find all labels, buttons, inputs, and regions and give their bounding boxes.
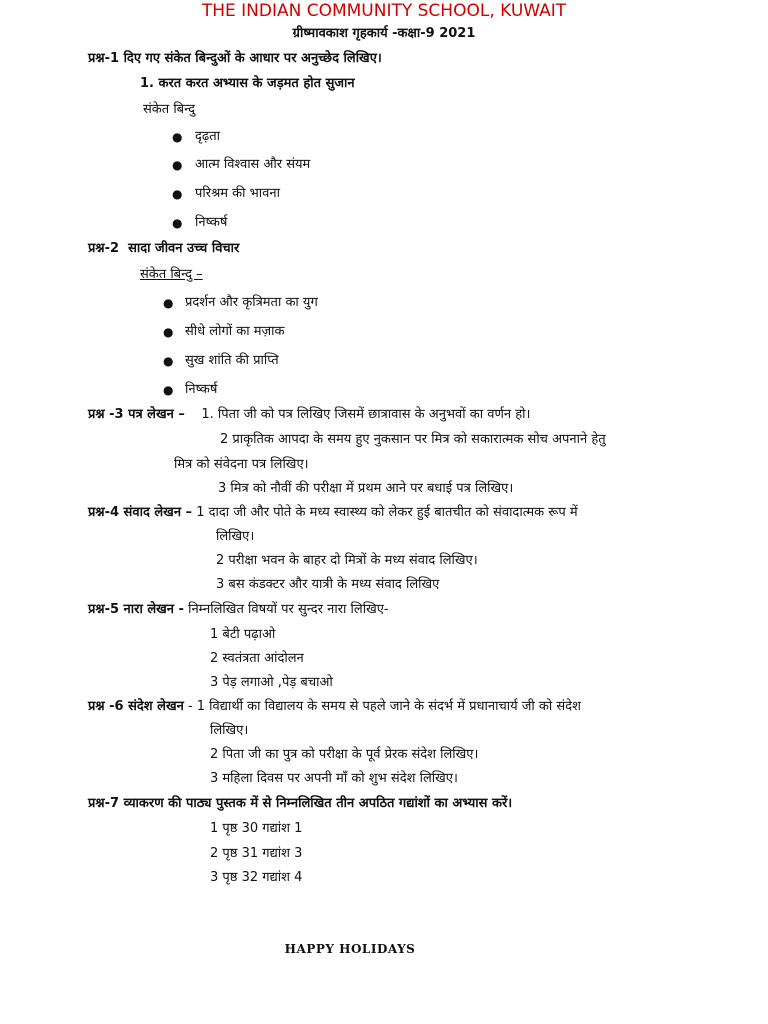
q5-heading bbox=[88, 601, 389, 619]
q4-item-3: 3 बस कंडक्टर और यात्री के मध्य संवाद लिखिए bbox=[216, 577, 440, 592]
q4-item-1: 1 दादा जी और पोते के मध्य स्वास्थ्य को लेकर हुई बातचीत को संवादात्मक रूप में bbox=[196, 505, 578, 520]
q6-item-2: 2 पिता जी का पुत्र को परीक्षा के पूर्व प्रेरक संदेश लिखिए। bbox=[210, 747, 479, 762]
q1-heading bbox=[88, 50, 382, 68]
bullet-icon: ● bbox=[163, 383, 174, 397]
q2-hint-label: संकेत बिन्दु – bbox=[140, 267, 203, 282]
q5-item: 3 पेड़ लगाओ ,पेड़ बचाओ bbox=[210, 675, 333, 690]
happy-holidays-footer: HAPPY HOLIDAYS bbox=[284, 942, 416, 956]
q1-point: आत्म विश्वास और संयम bbox=[195, 157, 311, 172]
bullet-icon: ● bbox=[163, 296, 174, 310]
q6-item-3: 3 महिला दिवस पर अपनी माँ को शुभ संदेश लिखिए। bbox=[210, 771, 458, 786]
q1-point: परिश्रम की भावना bbox=[195, 186, 280, 201]
q3-item-3: 3 मित्र को नौवीं की परीक्षा में प्रथम आने पर बधाई पत्र लिखिए। bbox=[218, 481, 514, 496]
q6-heading bbox=[88, 698, 581, 716]
q3-label: प्रश्न -3 पत्र लेखन – bbox=[88, 407, 185, 422]
q5-label: प्रश्न-5 नारा लेखन - bbox=[88, 602, 184, 617]
school-title: THE INDIAN COMMUNITY SCHOOL, KUWAIT bbox=[201, 1, 567, 21]
q4-item-2: 2 परीक्षा भवन के बाहर दो मित्रों के मध्य संवाद लिखिए। bbox=[216, 553, 478, 568]
q4-label: प्रश्न-4 संवाद लेखन – bbox=[88, 505, 193, 520]
q4-heading bbox=[88, 504, 578, 522]
q7-item: 1 पृष्ठ 30 गद्यांश 1 bbox=[210, 821, 303, 836]
bullet-icon: ● bbox=[163, 354, 174, 368]
q1-point: निष्कर्ष bbox=[195, 215, 228, 230]
bullet-icon: ● bbox=[172, 158, 183, 172]
q2-point: निष्कर्ष bbox=[185, 382, 218, 397]
q2-topic: सादा जीवन उच्च विचार bbox=[128, 241, 240, 256]
q6-item-1: - 1 विद्यार्थी का विद्यालय के समय से पहले जाने के संदर्भ में प्रधानाचार्य जी को संदेश bbox=[187, 699, 581, 714]
q6-item-1-cont: लिखिए। bbox=[210, 723, 249, 738]
q2-label: प्रश्न-2 bbox=[88, 241, 120, 256]
q6-label: प्रश्न -6 संदेश लेखन bbox=[88, 699, 184, 714]
q3-item-2-cont: मित्र को संवेदना पत्र लिखिए। bbox=[174, 457, 309, 472]
q1-label: प्रश्न-1 bbox=[88, 51, 120, 66]
q4-item-1-cont: लिखिए। bbox=[216, 529, 255, 544]
q2-heading bbox=[88, 240, 239, 258]
q1-point: दृढ़ता bbox=[195, 129, 220, 144]
bullet-icon: ● bbox=[172, 187, 183, 201]
q7-text: व्याकरण की पाठ्य पुस्तक में से निम्नलिखित तीन अपठित गद्यांशों का अभ्यास करें। bbox=[123, 796, 513, 811]
q5-item: 1 बेटी पढ़ाओ bbox=[210, 627, 276, 642]
q3-item-1: 1. पिता जी को पत्र लिखिए जिसमें छात्रावास के अनुभवों का वर्णन हो। bbox=[201, 407, 531, 422]
q7-item: 2 पृष्ठ 31 गद्यांश 3 bbox=[210, 846, 303, 861]
q7-heading bbox=[88, 795, 512, 813]
q1-hint-label: संकेत बिन्दु bbox=[143, 102, 196, 117]
q2-point: प्रदर्शन और कृत्रिमता का युग bbox=[185, 295, 318, 310]
homework-subtitle: ग्रीष्मावकाश गृहकार्य -कक्षा-9 2021 bbox=[292, 26, 476, 41]
q1-text: दिए गए संकेत बिन्दुओं के आधार पर अनुच्छेद लिखिए। bbox=[123, 51, 382, 66]
q7-label: प्रश्न-7 bbox=[88, 796, 120, 811]
q3-heading bbox=[88, 406, 530, 424]
q3-item-2: 2 प्राकृतिक आपदा के समय हुए नुकसान पर मित्र को सकारात्मक सोच अपनाने हेतु bbox=[220, 432, 606, 447]
q7-item: 3 पृष्ठ 32 गद्यांश 4 bbox=[210, 870, 303, 885]
bullet-icon: ● bbox=[172, 130, 183, 144]
q2-point: सीधे लोगों का मज़ाक bbox=[185, 324, 285, 339]
q5-item: 2 स्वतंत्रता आंदोलन bbox=[210, 651, 304, 666]
q5-text: निम्नलिखित विषयों पर सुन्दर नारा लिखिए- bbox=[188, 602, 389, 617]
bullet-icon: ● bbox=[172, 216, 183, 230]
bullet-icon: ● bbox=[163, 325, 174, 339]
q2-point: सुख शांति की प्राप्ति bbox=[185, 353, 279, 368]
q1-topic: 1. करत करत अभ्यास के जड़मत होत सुजान bbox=[140, 76, 355, 91]
